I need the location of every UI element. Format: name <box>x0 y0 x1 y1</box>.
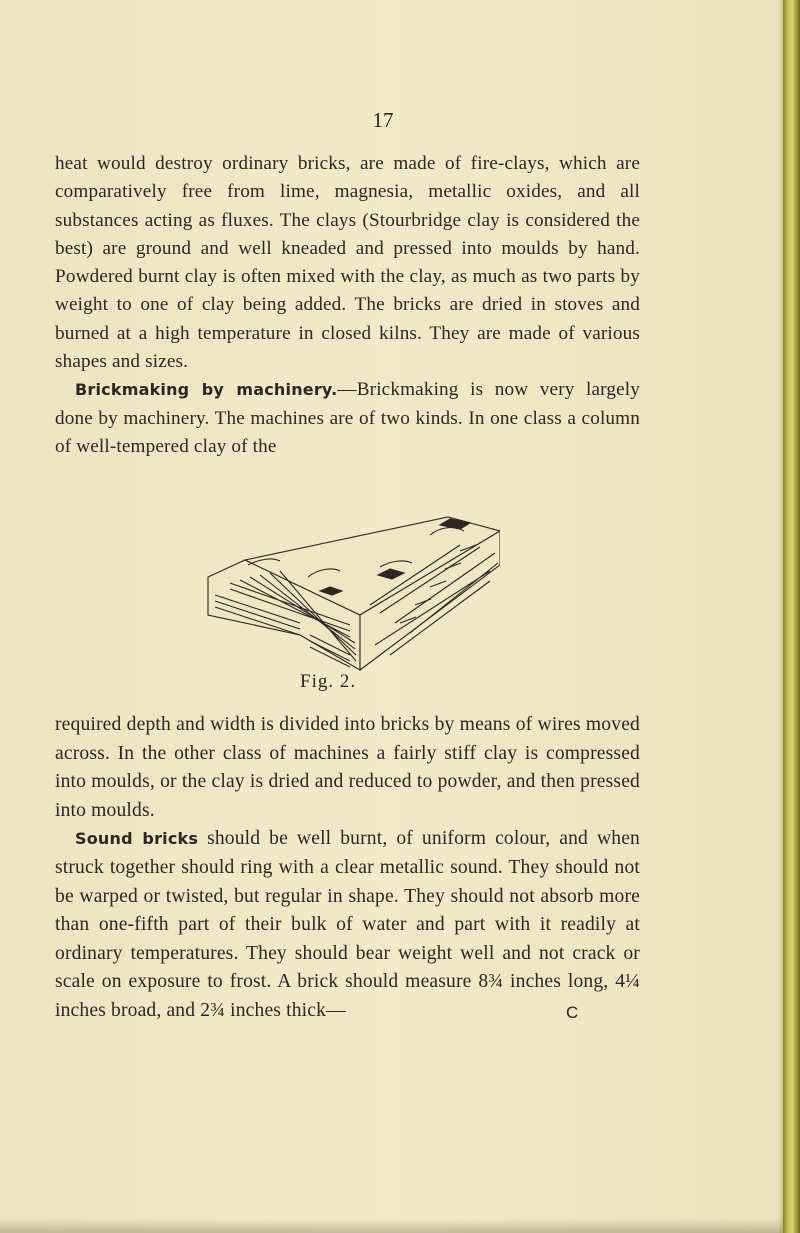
figure-caption: Fig. 2. <box>300 671 357 692</box>
text-block-top <box>55 150 640 461</box>
signature-mark: C <box>566 1003 579 1022</box>
text-block-bottom <box>55 711 640 1026</box>
brick-thickness-value: 2¾ <box>200 999 226 1021</box>
page-number: 17 <box>372 108 394 132</box>
paragraph-machinery-text: —Brickmaking is now very largely done by machinery. The machines are of two kinds. In one class a column of well-tempered clay of the <box>55 379 641 457</box>
paragraph-fire-bricks: heat would destroy ordinary bricks, are made of fire-clays, which are comparatively free from lime, magnesia, metallic oxides, and all substances acting as fluxes. The clays (Stourbridge clay is considered the best) are ground and well kneaded and pressed into moulds by hand. Powdered burnt clay is often mixed with the clay, as much as two parts by weight to one of clay being added. The bricks are dried in stoves and burned at a high temperature in closed kilns. They are made of various shapes and sizes. <box>55 153 640 373</box>
brick-thickness-unit: inches thick— <box>225 999 346 1021</box>
brick-width-value: 4¼ <box>615 971 640 993</box>
brick-width-unit: inches broad, and <box>55 999 201 1021</box>
run-in-heading-sound-bricks: Sound bricks <box>75 829 199 849</box>
book-spine <box>783 0 800 1233</box>
paragraph-sound-bricks-text: should be well burnt, of uniform colour, and when struck together should ring with a clear metallic sound. They should not be warped or twisted, but regular in shape. They should not absorb more than one-fifth part of their bulk of water and part with it readily at ordinary temperatures. They should bear weight well and not crack or scale on exposure to frost. A brick should measure <box>55 828 640 993</box>
brick-length-unit: inches long, <box>503 971 616 993</box>
paragraph-machinery <box>55 376 640 461</box>
paragraph-sound-bricks <box>55 825 640 1025</box>
brick-length-value: 8¾ <box>478 971 504 993</box>
run-in-heading-machinery: Brickmaking by machinery. <box>75 380 338 400</box>
paragraph-wires: required depth and width is divided into bricks by means of wires moved across. In the other class of machines a fairly stiff clay is compressed into moulds, or the clay is dried and reduced to powder, and then pressed into moulds. <box>55 714 640 821</box>
bottom-shadow <box>0 1218 783 1233</box>
